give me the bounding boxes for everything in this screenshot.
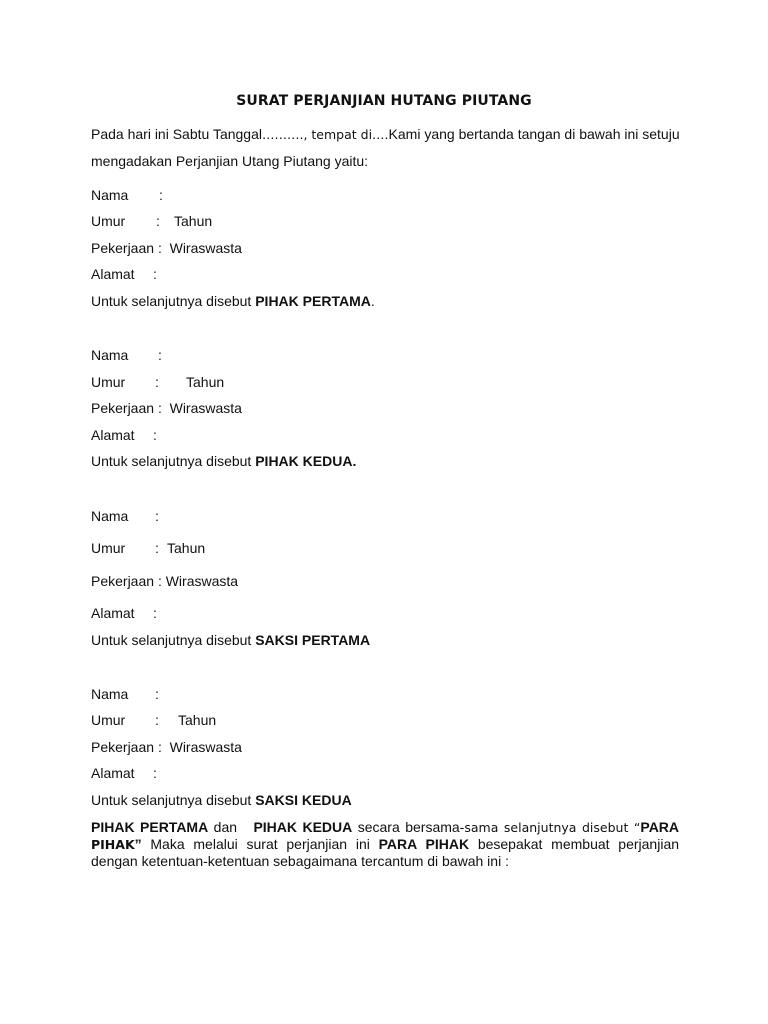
colon: : bbox=[155, 508, 159, 524]
party1-pekerjaan bbox=[91, 240, 242, 257]
alamat-label: Alamat bbox=[91, 605, 135, 621]
tahun-value: Tahun bbox=[178, 712, 217, 728]
colon: : bbox=[158, 347, 162, 363]
closing-besepakat: besepakat membuat perjanjian dengan ketentuan-ketentuan sebagaimana tercantum di bawah ini : bbox=[91, 836, 680, 869]
pekerjaan-label: Pekerjaan bbox=[91, 573, 155, 589]
party2-alamat bbox=[91, 427, 157, 444]
party1-nama bbox=[91, 187, 163, 204]
closing-secara: secara bersama- bbox=[352, 819, 465, 835]
party4-designation-line bbox=[91, 792, 352, 809]
colon: : bbox=[157, 739, 162, 755]
umur-label: Umur bbox=[91, 712, 126, 728]
party2-pekerjaan bbox=[91, 400, 242, 417]
alamat-label: Alamat bbox=[91, 266, 135, 282]
colon: : bbox=[155, 686, 159, 702]
party2-umur bbox=[91, 374, 224, 391]
umur-label: Umur bbox=[91, 540, 126, 556]
colon: : bbox=[157, 240, 162, 256]
colon: : bbox=[155, 374, 159, 390]
party3-designation: SAKSI PERTAMA bbox=[255, 632, 371, 648]
colon: : bbox=[156, 213, 160, 229]
party2-nama bbox=[91, 347, 162, 364]
party3-nama bbox=[91, 508, 159, 525]
colon: : bbox=[157, 573, 162, 589]
punctuation: . bbox=[370, 293, 375, 309]
intro-line-1 bbox=[91, 126, 680, 143]
date-blank: ………., bbox=[261, 127, 308, 142]
party1-designation-line bbox=[91, 293, 375, 310]
intro-text: Pada hari ini Sabtu Tanggal bbox=[91, 126, 262, 142]
party3-umur bbox=[91, 540, 205, 557]
colon: : bbox=[157, 400, 162, 416]
party1-umur bbox=[91, 213, 212, 230]
colon: : bbox=[153, 266, 157, 282]
umur-label: Umur bbox=[91, 213, 126, 229]
closing-pihak-kedua: PIHAK KEDUA bbox=[253, 819, 353, 835]
disebut-text: Untuk selanjutnya disebut bbox=[91, 293, 252, 309]
nama-label: Nama bbox=[91, 187, 129, 203]
colon: : bbox=[153, 765, 157, 781]
tahun-value: Tahun bbox=[174, 213, 213, 229]
closing-pihak: PIHAK bbox=[91, 837, 135, 852]
tahun-value: Tahun bbox=[167, 540, 206, 556]
party4-pekerjaan bbox=[91, 739, 242, 756]
closing-maka: Maka melalui surat perjanjian ini bbox=[141, 836, 379, 852]
tahun-value: Tahun bbox=[186, 374, 225, 390]
pekerjaan-value: Wiraswasta bbox=[169, 240, 242, 256]
party3-designation-line bbox=[91, 632, 370, 649]
colon: : bbox=[155, 712, 159, 728]
party3-alamat bbox=[91, 605, 157, 622]
umur-label: Umur bbox=[91, 374, 126, 390]
pekerjaan-value: Wiraswasta bbox=[165, 573, 239, 589]
colon: : bbox=[159, 187, 163, 203]
pekerjaan-label: Pekerjaan bbox=[91, 739, 155, 755]
alamat-label: Alamat bbox=[91, 765, 135, 781]
disebut-text: Untuk selanjutnya disebut bbox=[91, 792, 252, 808]
closing-paragraph bbox=[91, 819, 679, 869]
nama-label: Nama bbox=[91, 686, 129, 702]
closing-para: PARA bbox=[640, 819, 680, 835]
party2-designation-line bbox=[91, 453, 356, 470]
colon: : bbox=[155, 540, 159, 556]
party2-designation: PIHAK KEDUA. bbox=[255, 453, 357, 469]
intro-line-2: mengadakan Perjanjian Utang Piutang yaitu: bbox=[91, 153, 369, 169]
party4-alamat bbox=[91, 765, 157, 782]
closing-sama: sama selanjutnya disebut “ bbox=[464, 820, 641, 835]
party1-alamat bbox=[91, 266, 157, 283]
alamat-label: Alamat bbox=[91, 427, 135, 443]
pekerjaan-label: Pekerjaan bbox=[91, 240, 155, 256]
closing-pihak-pertama: PIHAK PERTAMA bbox=[91, 819, 209, 835]
place-blank: tempat di…. bbox=[307, 127, 389, 142]
nama-label: Nama bbox=[91, 347, 129, 363]
pekerjaan-value: Wiraswasta bbox=[169, 739, 242, 755]
colon: : bbox=[153, 427, 157, 443]
disebut-text: Untuk selanjutnya disebut bbox=[91, 453, 252, 469]
document-title: SURAT PERJANJIAN HUTANG PIUTANG bbox=[236, 93, 532, 109]
party4-umur bbox=[91, 712, 216, 729]
closing-dan: dan bbox=[208, 819, 243, 835]
closing-para-pihak: PARA PIHAK bbox=[378, 836, 470, 852]
party3-pekerjaan bbox=[91, 573, 238, 590]
closing-quote-end: ” bbox=[134, 836, 142, 852]
pekerjaan-label: Pekerjaan bbox=[91, 400, 155, 416]
pekerjaan-value: Wiraswasta bbox=[169, 400, 242, 416]
party4-nama bbox=[91, 686, 159, 703]
disebut-text: Untuk selanjutnya disebut bbox=[91, 632, 252, 648]
nama-label: Nama bbox=[91, 508, 129, 524]
party4-designation: SAKSI KEDUA bbox=[255, 792, 352, 808]
intro-text-2: Kami yang bertanda tangan di bawah ini setuju bbox=[388, 126, 680, 142]
party1-designation: PIHAK PERTAMA bbox=[255, 293, 371, 309]
colon: : bbox=[153, 605, 157, 621]
